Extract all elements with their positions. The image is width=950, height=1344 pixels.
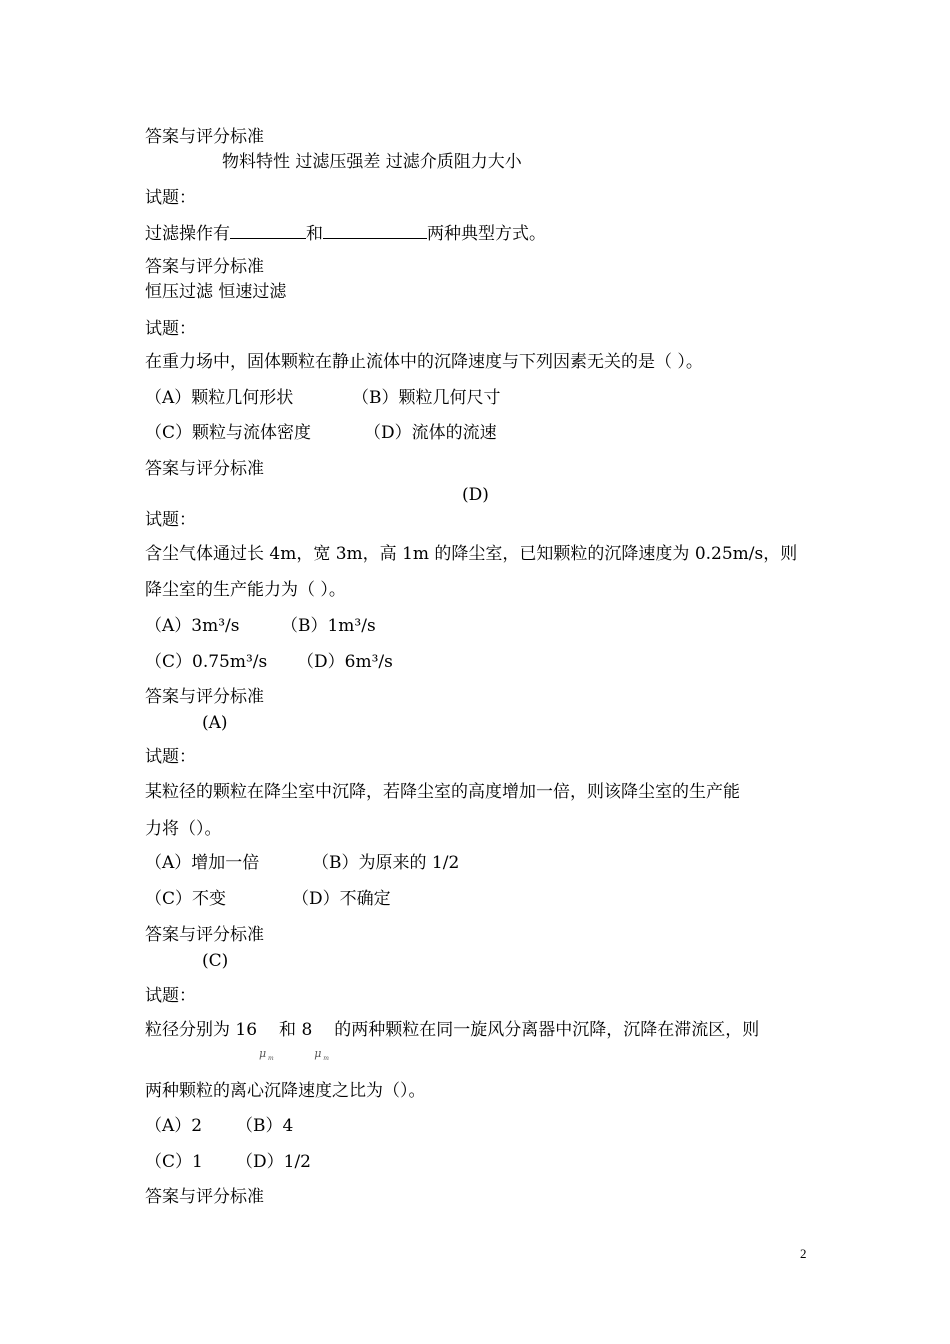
answer-text: (A) [202, 713, 228, 733]
question-text [145, 221, 546, 245]
unit-mu: μ [259, 1047, 267, 1060]
option-a: （A）颗粒几何形状 [145, 388, 294, 408]
question-text-part: 两种典型方式。 [427, 224, 546, 244]
answer-text: 恒压过滤 恒速过滤 [145, 282, 287, 302]
question-label: 试题： [145, 986, 196, 1006]
option-c: （C）不变 [145, 889, 227, 909]
answer-text: (C) [202, 951, 229, 971]
answer-label: 答案与评分标准 [145, 127, 264, 147]
fill-blank [323, 221, 427, 239]
question-label: 试题： [145, 747, 196, 767]
question-text: 降尘室的生产能力为（ ）。 [145, 580, 346, 600]
option-a: （A）增加一倍 [145, 853, 260, 873]
answer-label: 答案与评分标准 [145, 257, 264, 277]
question-text [145, 1019, 760, 1062]
option-d: （D）1/2 [236, 1152, 311, 1172]
option-c: （C）0.75m³/s [145, 652, 268, 672]
option-b: （B）为原来的 1/2 [312, 853, 460, 873]
page-number: 2 [800, 1246, 807, 1261]
question-text: 含尘气体通过长 4m，宽 3m，高 1m 的降尘室，已知颗粒的沉降速度为 0.25m/s，则 [145, 544, 798, 564]
option-d: （D）不确定 [292, 889, 391, 909]
option-b: （B）4 [236, 1116, 294, 1136]
option-c: （C）颗粒与流体密度 [145, 423, 312, 443]
unit-m: m [323, 1055, 329, 1062]
question-text: 某粒径的颗粒在降尘室中沉降，若降尘室的高度增加一倍，则该降尘室的生产能 [145, 782, 740, 802]
question-text-part: 和 8 [279, 1020, 313, 1040]
option-b: （B）颗粒几何尺寸 [352, 388, 501, 408]
option-a: （A）3m³/s [145, 616, 240, 636]
option-c: （C）1 [145, 1152, 203, 1172]
answer-label: 答案与评分标准 [145, 1187, 264, 1207]
question-label: 试题： [145, 510, 196, 530]
answer-text: (D) [462, 485, 489, 505]
option-b: （B）1m³/s [281, 616, 376, 636]
unit-m: m [268, 1055, 274, 1062]
option-a: （A）2 [145, 1116, 203, 1136]
question-text-part: 和 [306, 224, 323, 244]
question-text: 两种颗粒的离心沉降速度之比为（）。 [145, 1081, 426, 1101]
question-text-part: 的两种颗粒在同一旋风分离器中沉降，沉降在滞流区，则 [334, 1020, 760, 1040]
question-text: 在重力场中，固体颗粒在静止流体中的沉降速度与下列因素无关的是（ ）。 [145, 352, 703, 372]
option-d: （D）流体的流速 [364, 423, 497, 443]
answer-label: 答案与评分标准 [145, 687, 264, 707]
question-text-part: 粒径分别为 16 [145, 1020, 258, 1040]
answer-label: 答案与评分标准 [145, 925, 264, 945]
fill-blank [230, 221, 306, 239]
answer-text: 物料特性 过滤压强差 过滤介质阻力大小 [222, 152, 522, 172]
option-d: （D）6m³/s [297, 652, 393, 672]
question-label: 试题： [145, 188, 196, 208]
question-text-part: 过滤操作有 [145, 224, 230, 244]
answer-label: 答案与评分标准 [145, 459, 264, 479]
question-label: 试题： [145, 319, 196, 339]
unit-mu: μ [314, 1047, 322, 1060]
question-text: 力将（）。 [145, 819, 222, 839]
